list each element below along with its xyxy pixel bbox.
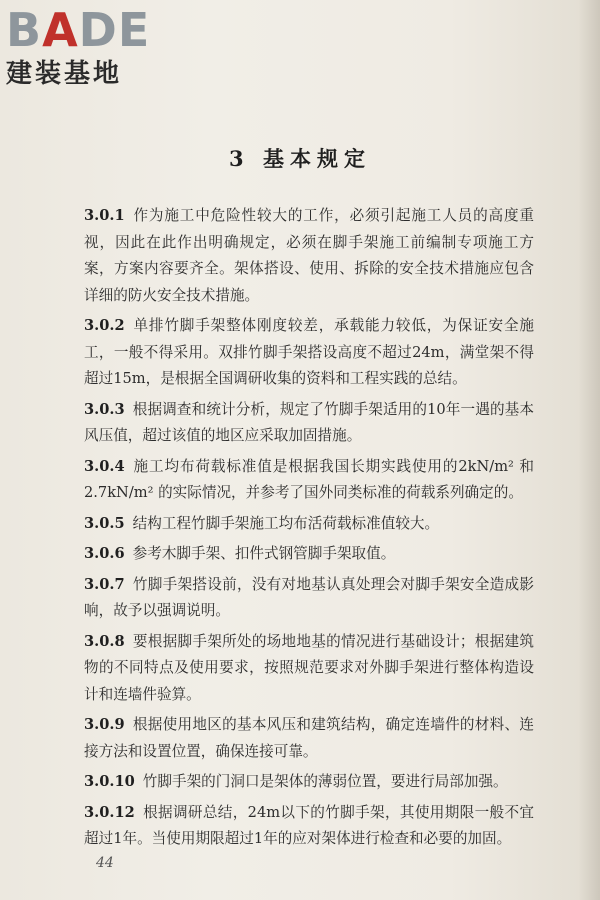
clause-text: 作为施工中危险性较大的工作，必须引起施工人员的高度重视，因此在此作出明确规定，必须在脚手架施工前编制专项施工方案，方案内容要齐全。架体搭设、使用、拆除的安全技术措施应包含详细的防火安全技术措施。: [84, 207, 534, 304]
clause-text: 根据调查和统计分析，规定了竹脚手架适用的10年一遇的基本风压值，超过该值的地区应采取加固措施。: [84, 400, 534, 444]
clause: [84, 572, 534, 625]
clause-text: 根据使用地区的基本风压和建筑结构，确定连墙件的材料、连接方法和设置位置，确保连接可靠。: [84, 716, 534, 760]
logo-subtitle: 建装基地: [6, 59, 123, 89]
page-number: 44: [96, 855, 114, 871]
clause-number: 3.0.9: [84, 716, 125, 733]
page-fold-shadow: [578, 0, 600, 900]
clause-number: 3.0.8: [84, 632, 125, 650]
clause-number: 3.0.2: [84, 317, 125, 334]
clause: [84, 629, 534, 709]
clause-list: [84, 203, 534, 857]
bade-logo: [6, 4, 176, 90]
clause: [84, 541, 534, 568]
clause: [84, 313, 534, 393]
clause-text: 根据调研总结，24m以下的竹脚手架，其使用期限一般不宜超过1年。当使用期限超过1年的应对架体进行检查和必要的加固。: [84, 803, 534, 847]
clause: [84, 511, 534, 538]
clause: [84, 397, 534, 450]
clause: [84, 712, 534, 765]
clause: [84, 769, 534, 796]
clause-text: 竹脚手架搭设前，没有对地基认真处理会对脚手架安全造成影响，故予以强调说明。: [84, 575, 534, 619]
clause: [84, 800, 534, 853]
clause-text: 施工均布荷载标准值是根据我国长期实践使用的2kN/m² 和2.7kN/m² 的实际情况，并参考了国外同类标准的荷载系列确定的。: [84, 457, 534, 501]
clause-number: 3.0.3: [84, 400, 125, 418]
clause-number: 3.0.4: [84, 457, 125, 475]
clause: [84, 203, 534, 309]
clause-text: 结构工程竹脚手架施工均布活荷载标准值较大。: [132, 514, 440, 532]
clause-number: 3.0.6: [84, 545, 125, 562]
clause: [84, 454, 534, 507]
clause-text: 竹脚手架的门洞口是架体的薄弱位置，要进行局部加强。: [142, 773, 508, 790]
clause-number: 3.0.5: [84, 514, 125, 532]
clause-number: 3.0.10: [84, 773, 135, 790]
clause-text: 单排竹脚手架整体刚度较差，承载能力较低，为保证安全施工，一般不得采用。双排竹脚手架搭设高度不超过24m，满堂架不得超过15m，是根据全国调研收集的资料和工程实践的总结。: [84, 317, 534, 387]
chapter-title: 3 基本规定: [229, 146, 371, 171]
logo-wordmark: BADE: [6, 3, 151, 57]
clause-number: 3.0.12: [84, 803, 135, 821]
clause-number: 3.0.1: [84, 207, 125, 224]
clause-text: 要根据脚手架所处的场地地基的情况进行基础设计；根据建筑物的不同特点及使用要求，按照规范要求对外脚手架进行整体构造设计和连墙件验算。: [84, 632, 534, 703]
clause-number: 3.0.7: [84, 575, 125, 593]
clause-text: 参考木脚手架、扣件式钢管脚手架取值。: [132, 545, 396, 562]
